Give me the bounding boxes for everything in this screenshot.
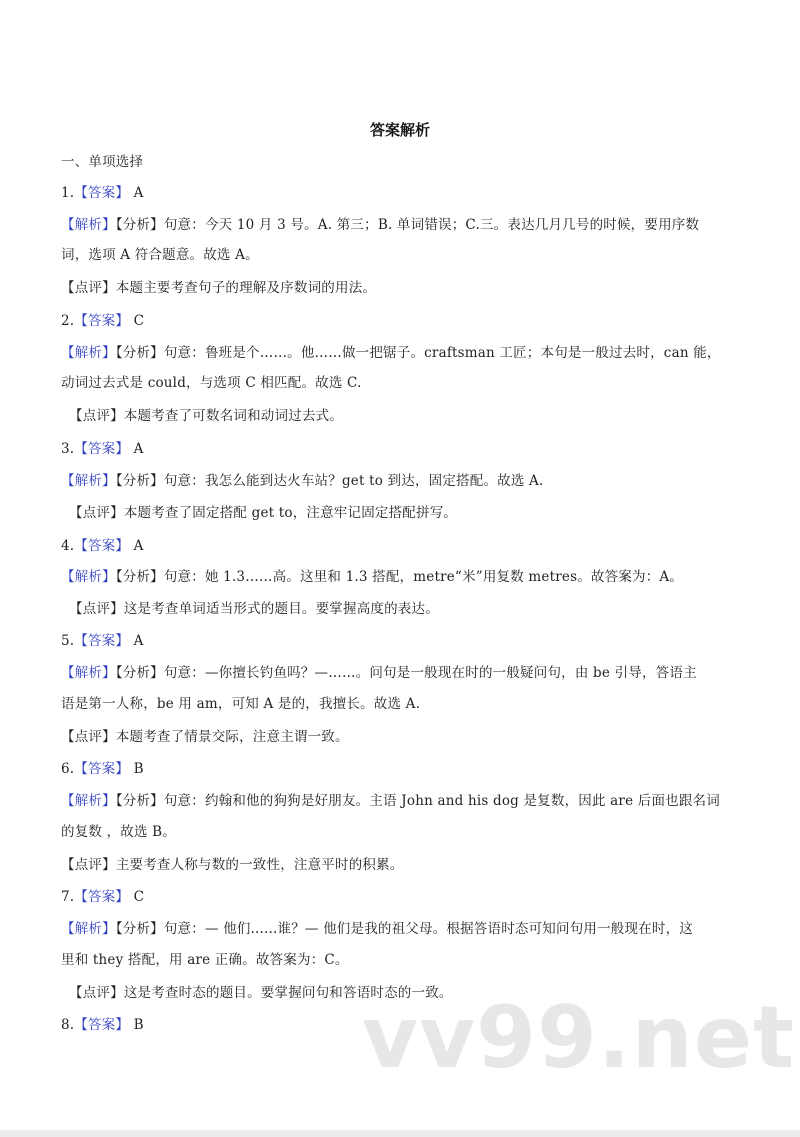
analysis-tag: 【解析】 (61, 793, 116, 809)
watermark: vv99.net (362, 988, 796, 1088)
page-bottom-edge (0, 1130, 800, 1137)
answer-line-6 (61, 759, 730, 779)
comment-text: 这是考查单词适当形式的题目。要掌握高度的表达。 (123, 601, 439, 617)
analysis-text: 【分析】句意：我怎么能到达火车站？get to 到达，固定搭配。故选 A. (115, 473, 544, 489)
analysis-line-2 (61, 343, 730, 363)
answer-line-1 (61, 183, 730, 203)
answer-value: A (133, 441, 144, 457)
answer-tag: 【答案】 (74, 889, 130, 905)
comment-text: 本题考查了可数名词和动词过去式。 (123, 408, 344, 424)
comment-tag: 【点评】 (69, 601, 124, 617)
comment-tag: 【点评】 (69, 408, 124, 424)
answer-line-5 (61, 631, 730, 651)
answer-line-3 (61, 439, 730, 459)
analysis-tag: 【解析】 (61, 217, 116, 233)
comment-tag: 【点评】 (61, 857, 116, 873)
comment-text: 本题主要考查句子的理解及序数词的用法。 (115, 280, 377, 296)
question-number: 3. (61, 441, 75, 457)
analysis-text: 【分析】句意：— 他们......谁？— 他们是我的祖父母。根据答语时态可知问句用一般现在时，这 (115, 921, 693, 937)
analysis-line-6 (61, 791, 730, 811)
question-number: 1. (61, 185, 75, 201)
question-number: 5. (61, 633, 75, 649)
comment-tag: 【点评】 (69, 505, 124, 521)
analysis-cont-2: 动词过去式是 could，与选项 C 相匹配。故选 C. (61, 375, 362, 391)
answer-value: B (133, 761, 144, 777)
comment-tag: 【点评】 (61, 280, 116, 296)
answer-tag: 【答案】 (74, 761, 130, 777)
question-number: 4. (61, 538, 75, 554)
comment-text: 主要考查人称与数的一致性，注意平时的积累。 (115, 857, 404, 873)
answer-tag: 【答案】 (74, 313, 130, 329)
analysis-tag: 【解析】 (61, 569, 116, 585)
analysis-tag: 【解析】 (61, 473, 116, 489)
analysis-cont-1: 词，选项 A 符合题意。故选 A。 (61, 247, 259, 263)
analysis-text: 【分析】句意：—你擅长钓鱼吗？—……。问句是一般现在时的一般疑问句，由 be 引导，答语主 (115, 665, 697, 681)
comment-text: 这是考查时态的题目。要掌握问句和答语时态的一致。 (123, 985, 453, 1001)
answer-tag: 【答案】 (74, 1017, 130, 1033)
answer-line-4 (61, 536, 730, 556)
analysis-line-3 (61, 471, 730, 491)
answer-tag: 【答案】 (74, 441, 130, 457)
analysis-line-7 (61, 919, 730, 939)
answer-value: A (133, 633, 144, 649)
answer-value: C (133, 889, 145, 905)
answer-tag: 【答案】 (74, 185, 130, 201)
question-number: 6. (61, 761, 75, 777)
comment-line-1 (61, 278, 730, 298)
analysis-cont-7: 里和 they 搭配，用 are 正确。故答案为：C。 (61, 952, 349, 968)
analysis-text: 【分析】句意：鲁班是个……。他……做一把锯子。craftsman 工匠；本句是一般过去时，can 能， (115, 345, 721, 361)
answer-tag: 【答案】 (74, 633, 130, 649)
answer-value: B (133, 1017, 144, 1033)
answer-value: A (133, 185, 144, 201)
page-title: 答案解析 (369, 121, 430, 139)
comment-line-3 (69, 503, 730, 523)
answer-line-7 (61, 887, 730, 907)
answer-line-2 (61, 311, 730, 331)
analysis-tag: 【解析】 (61, 921, 116, 937)
comment-line-5 (61, 727, 730, 747)
analysis-line-5 (61, 663, 730, 683)
answer-tag: 【答案】 (74, 538, 130, 554)
section-heading: 一、单项选择 (61, 154, 144, 170)
answer-value: A (133, 538, 144, 554)
comment-line-2 (69, 406, 730, 426)
analysis-cont-6: 的复数 ，故选 B。 (61, 824, 177, 840)
analysis-cont-5: 语是第一人称，be 用 am，可知 A 是的，我擅长。故选 A. (61, 696, 421, 712)
comment-text: 本题考查了情景交际，注意主谓一致。 (115, 729, 349, 745)
analysis-tag: 【解析】 (61, 345, 116, 361)
analysis-text: 【分析】句意：今天 10 月 3 号。A. 第三；B. 单词错误；C.三。表达几月几号的时候，要用序数 (115, 217, 700, 233)
analysis-tag: 【解析】 (61, 665, 116, 681)
comment-text: 本题考查了固定搭配 get to，注意牢记固定搭配拼写。 (123, 505, 458, 521)
comment-line-4 (69, 599, 730, 619)
analysis-line-1 (61, 215, 730, 235)
analysis-line-4 (61, 567, 730, 587)
answer-value: C (133, 313, 145, 329)
analysis-text: 【分析】句意：约翰和他的狗狗是好朋友。主语 John and his dog 是复数，因此 are 后面也跟名词 (115, 793, 720, 809)
question-number: 7. (61, 889, 75, 905)
question-number: 2. (61, 313, 75, 329)
question-number: 8. (61, 1017, 75, 1033)
analysis-text: 【分析】句意：她 1.3……高。这里和 1.3 搭配，metre“米”用复数 metres。故答案为：A。 (115, 569, 684, 585)
comment-tag: 【点评】 (61, 729, 116, 745)
comment-tag: 【点评】 (69, 985, 124, 1001)
comment-line-6 (61, 855, 730, 875)
